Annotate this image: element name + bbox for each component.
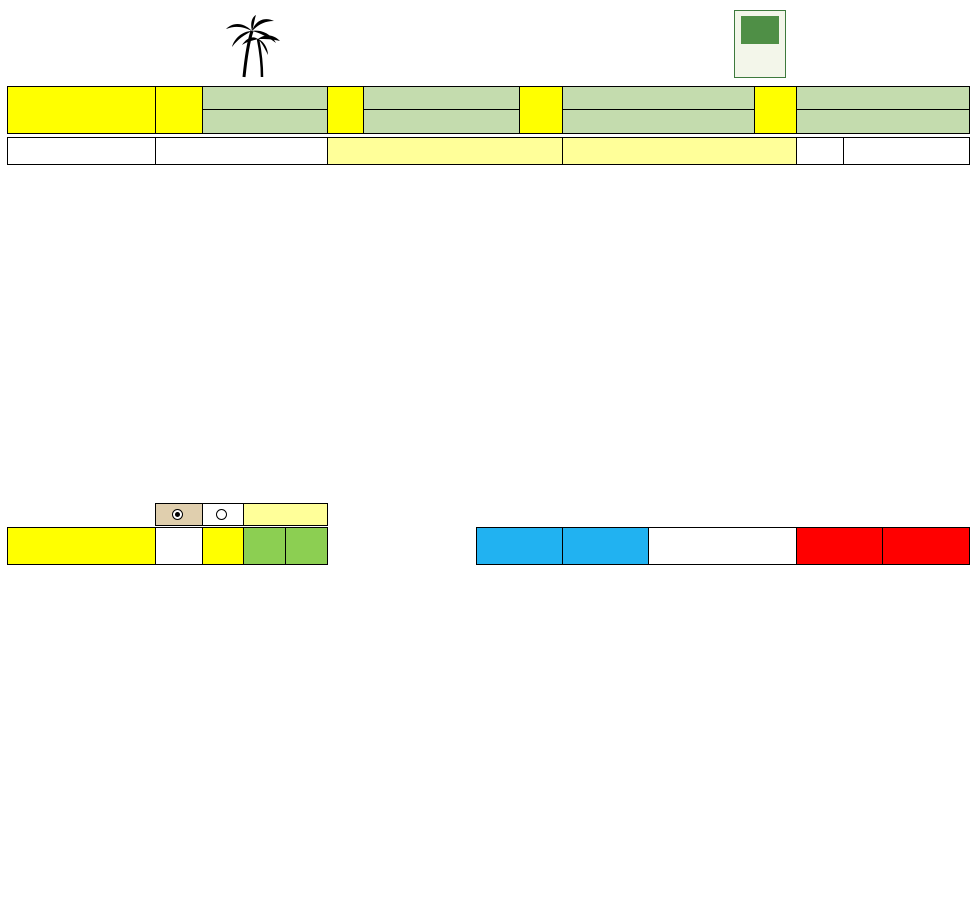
pin-hole-16: [754, 86, 797, 134]
number-of-players-label: [7, 527, 156, 565]
bookkeeper-label: [796, 137, 844, 165]
total-pot-label: [796, 527, 883, 565]
palm-logo: [220, 6, 284, 86]
total-pot-value: [202, 527, 244, 565]
pin-amount-hole-13: [562, 109, 755, 134]
team3-winners-amount: [680, 504, 770, 518]
pin-winner-hole-3: [202, 86, 328, 110]
total-pot-value-red: [882, 527, 970, 565]
date-value: [155, 137, 328, 165]
date-label: [7, 137, 156, 165]
association-title: [300, 34, 630, 58]
pin-hole-7: [327, 86, 364, 134]
website-link[interactable]: [804, 34, 968, 56]
association-badge: [734, 10, 786, 78]
radio-selected-icon[interactable]: [172, 509, 183, 520]
front-pot-label: [243, 527, 286, 565]
pin-hole-13: [519, 86, 563, 134]
back-pot-value: [562, 527, 649, 565]
pin-amount-hole-3: [202, 109, 328, 134]
cart-yes-option[interactable]: [155, 503, 203, 526]
bookkeeper-value: [843, 137, 970, 165]
team4-winners-amount: [36, 903, 126, 917]
pin-winner-hole-7: [363, 86, 520, 110]
empty-cell: [648, 527, 797, 565]
front-pot-value: [285, 527, 328, 565]
palm-tree-icon: [222, 13, 282, 79]
closest-to-pin-label: [7, 86, 156, 134]
player-of-day-value: [562, 137, 797, 165]
pin-amount-hole-7: [363, 109, 520, 134]
pin-amount-hole-16: [796, 109, 970, 134]
number-of-players-value: [155, 527, 203, 565]
player-of-day-label: [327, 137, 563, 165]
pin-winner-hole-16: [796, 86, 970, 110]
badge-emblem: [741, 16, 779, 44]
cart-no-option[interactable]: [202, 503, 244, 526]
back-pot-label: [476, 527, 563, 565]
pin-hole-3: [155, 86, 203, 134]
officers-block: [12, 14, 212, 80]
cart-fee-label: [243, 503, 328, 526]
pin-winner-hole-13: [562, 86, 755, 110]
team5-winners-amount: [356, 903, 446, 917]
radio-unselected-icon[interactable]: [216, 509, 227, 520]
